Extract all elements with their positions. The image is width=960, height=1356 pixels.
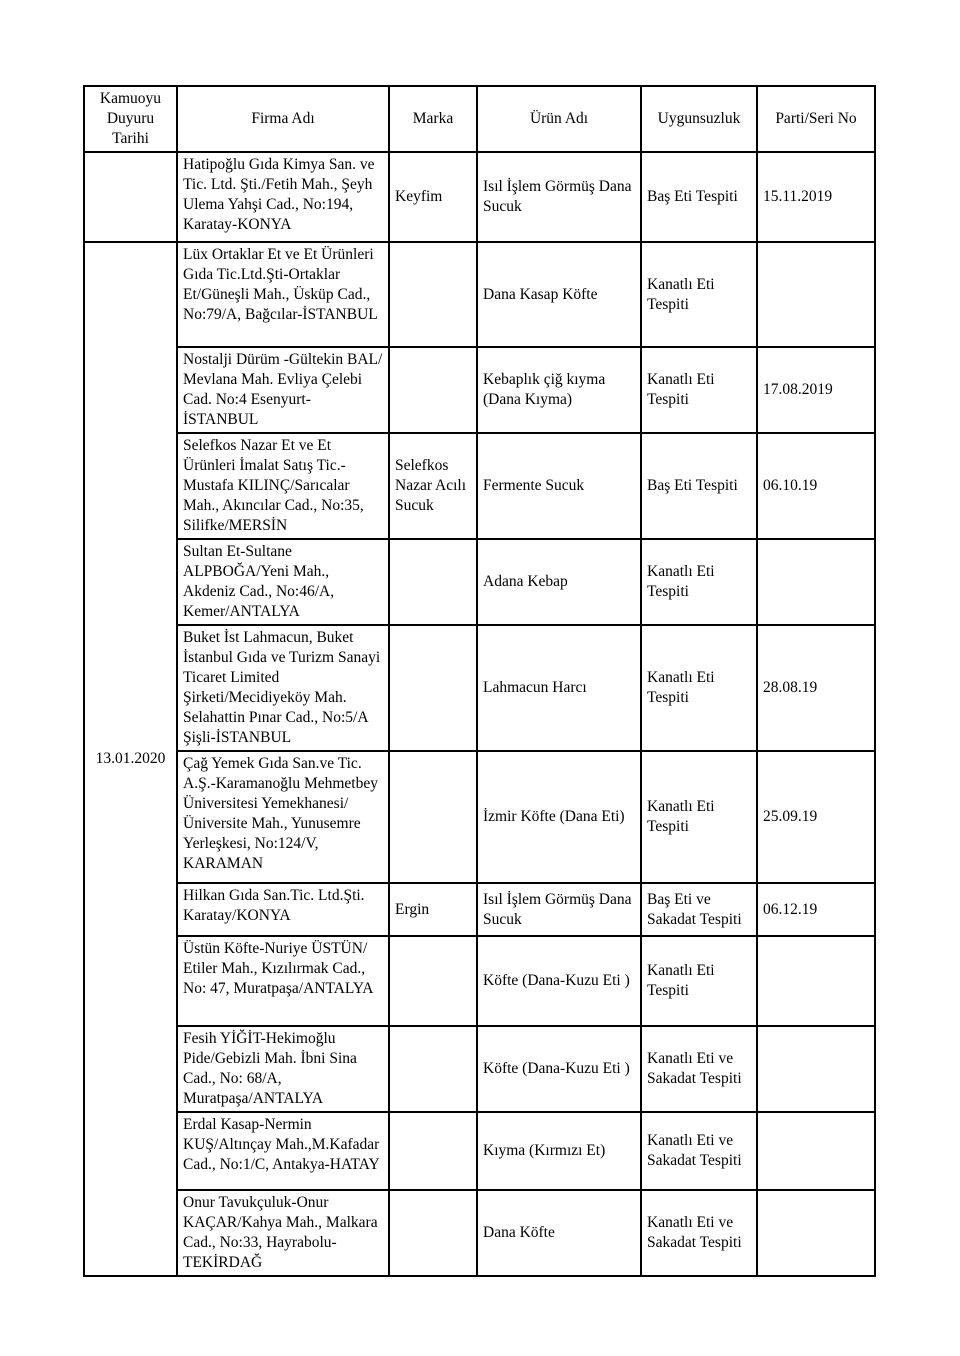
header-row bbox=[84, 86, 875, 152]
cell-urun: Isıl İşlem Görmüş Dana Sucuk bbox=[477, 883, 641, 936]
table-row bbox=[84, 883, 875, 936]
cell-uygunsuzluk: Baş Eti Tespiti bbox=[641, 433, 757, 539]
table-row bbox=[84, 152, 875, 242]
cell-firma: Nostalji Dürüm -Gültekin BAL/ Mevlana Mah. Evliya Çelebi Cad. No:4 Esenyurt-İSTANBUL bbox=[177, 347, 389, 433]
cell-urun: İzmir Köfte (Dana Eti) bbox=[477, 751, 641, 883]
cell-parti: 17.08.2019 bbox=[757, 347, 875, 433]
cell-date bbox=[84, 152, 177, 242]
cell-parti bbox=[757, 1190, 875, 1276]
col-header-parti-seri-no: Parti/Seri No bbox=[757, 86, 875, 152]
table-row bbox=[84, 242, 875, 347]
recall-table bbox=[83, 85, 876, 1277]
cell-parti: 06.12.19 bbox=[757, 883, 875, 936]
table-row bbox=[84, 1112, 875, 1190]
table-row bbox=[84, 751, 875, 883]
cell-marka bbox=[389, 1026, 477, 1112]
cell-uygunsuzluk: Baş Eti ve Sakadat Tespiti bbox=[641, 883, 757, 936]
cell-parti bbox=[757, 1026, 875, 1112]
table-row bbox=[84, 347, 875, 433]
cell-uygunsuzluk: Kanatlı Eti Tespiti bbox=[641, 625, 757, 751]
cell-urun: Dana Köfte bbox=[477, 1190, 641, 1276]
cell-uygunsuzluk: Kanatlı Eti Tespiti bbox=[641, 347, 757, 433]
cell-marka bbox=[389, 539, 477, 625]
cell-uygunsuzluk: Baş Eti Tespiti bbox=[641, 152, 757, 242]
table-row bbox=[84, 433, 875, 539]
cell-firma: Lüx Ortaklar Et ve Et Ürünleri Gıda Tic.Ltd.Şti-Ortaklar Et/Güneşli Mah., Üsküp Cad., No:79/A, Bağcılar-İSTANBUL bbox=[177, 242, 389, 347]
cell-marka: Ergin bbox=[389, 883, 477, 936]
cell-firma: Sultan Et-Sultane ALPBOĞA/Yeni Mah., Akdeniz Cad., No:46/A, Kemer/ANTALYA bbox=[177, 539, 389, 625]
cell-firma: Çağ Yemek Gıda San.ve Tic. A.Ş.-Karamanoğlu Mehmetbey Üniversitesi Yemekhanesi/Üniversite Mah., Yunusemre Yerleşkesi, No:124/V, KARAMAN bbox=[177, 751, 389, 883]
cell-uygunsuzluk: Kanatlı Eti Tespiti bbox=[641, 242, 757, 347]
cell-firma: Fesih YİĞİT-Hekimoğlu Pide/Gebizli Mah. İbni Sina Cad., No: 68/A, Muratpaşa/ANTALYA bbox=[177, 1026, 389, 1112]
cell-firma: Onur Tavukçuluk-Onur KAÇAR/Kahya Mah., Malkara Cad., No:33, Hayrabolu-TEKİRDAĞ bbox=[177, 1190, 389, 1276]
col-header-uygunsuzluk: Uygunsuzluk bbox=[641, 86, 757, 152]
cell-parti bbox=[757, 936, 875, 1026]
col-header-urun-adi: Ürün Adı bbox=[477, 86, 641, 152]
cell-marka: Selefkos Nazar Acılı Sucuk bbox=[389, 433, 477, 539]
cell-firma: Hatipoğlu Gıda Kimya San. ve Tic. Ltd. Şti./Fetih Mah., Şeyh Ulema Yahşi Cad., No:194, Karatay-KONYA bbox=[177, 152, 389, 242]
cell-uygunsuzluk: Kanatlı Eti Tespiti bbox=[641, 936, 757, 1026]
cell-urun: Adana Kebap bbox=[477, 539, 641, 625]
cell-parti bbox=[757, 539, 875, 625]
cell-urun: Köfte (Dana-Kuzu Eti ) bbox=[477, 1026, 641, 1112]
table-row bbox=[84, 539, 875, 625]
cell-marka bbox=[389, 347, 477, 433]
cell-firma: Selefkos Nazar Et ve Et Ürünleri İmalat Satış Tic.- Mustafa KILINÇ/Sarıcalar Mah., Akıncılar Cad., No:35, Silifke/MERSİN bbox=[177, 433, 389, 539]
cell-marka bbox=[389, 242, 477, 347]
cell-marka bbox=[389, 625, 477, 751]
cell-date-group: 13.01.2020 bbox=[84, 242, 177, 1276]
cell-firma: Buket İst Lahmacun, Buket İstanbul Gıda ve Turizm Sanayi Ticaret Limited Şirketi/Mecidiyeköy Mah. Selahattin Pınar Cad., No:5/A Şişli-İSTANBUL bbox=[177, 625, 389, 751]
cell-urun: Kıyma (Kırmızı Et) bbox=[477, 1112, 641, 1190]
table-row bbox=[84, 1026, 875, 1112]
cell-marka bbox=[389, 1112, 477, 1190]
cell-parti: 06.10.19 bbox=[757, 433, 875, 539]
table-row bbox=[84, 625, 875, 751]
cell-urun: Kebaplık çiğ kıyma (Dana Kıyma) bbox=[477, 347, 641, 433]
cell-marka bbox=[389, 936, 477, 1026]
cell-uygunsuzluk: Kanatlı Eti ve Sakadat Tespiti bbox=[641, 1026, 757, 1112]
cell-uygunsuzluk: Kanatlı Eti Tespiti bbox=[641, 539, 757, 625]
cell-marka bbox=[389, 751, 477, 883]
cell-marka: Keyfim bbox=[389, 152, 477, 242]
cell-urun: Fermente Sucuk bbox=[477, 433, 641, 539]
cell-urun: Isıl İşlem Görmüş Dana Sucuk bbox=[477, 152, 641, 242]
col-header-firma-adi: Firma Adı bbox=[177, 86, 389, 152]
cell-uygunsuzluk: Kanatlı Eti ve Sakadat Tespiti bbox=[641, 1112, 757, 1190]
cell-uygunsuzluk: Kanatlı Eti ve Sakadat Tespiti bbox=[641, 1190, 757, 1276]
cell-urun: Köfte (Dana-Kuzu Eti ) bbox=[477, 936, 641, 1026]
cell-firma: Erdal Kasap-Nermin KUŞ/Altınçay Mah.,M.Kafadar Cad., No:1/C, Antakya-HATAY bbox=[177, 1112, 389, 1190]
cell-marka bbox=[389, 1190, 477, 1276]
col-header-marka: Marka bbox=[389, 86, 477, 152]
cell-parti: 15.11.2019 bbox=[757, 152, 875, 242]
cell-parti: 28.08.19 bbox=[757, 625, 875, 751]
cell-firma: Hilkan Gıda San.Tic. Ltd.Şti. Karatay/KONYA bbox=[177, 883, 389, 936]
cell-parti bbox=[757, 242, 875, 347]
cell-urun: Dana Kasap Köfte bbox=[477, 242, 641, 347]
table-row bbox=[84, 936, 875, 1026]
cell-urun: Lahmacun Harcı bbox=[477, 625, 641, 751]
cell-uygunsuzluk: Kanatlı Eti Tespiti bbox=[641, 751, 757, 883]
table-row bbox=[84, 1190, 875, 1276]
cell-firma: Üstün Köfte-Nuriye ÜSTÜN/ Etiler Mah., Kızılırmak Cad., No: 47, Muratpaşa/ANTALYA bbox=[177, 936, 389, 1026]
cell-parti: 25.09.19 bbox=[757, 751, 875, 883]
col-header-kamuoyu-duyuru-tarihi: Kamuoyu Duyuru Tarihi bbox=[84, 86, 177, 152]
cell-parti bbox=[757, 1112, 875, 1190]
